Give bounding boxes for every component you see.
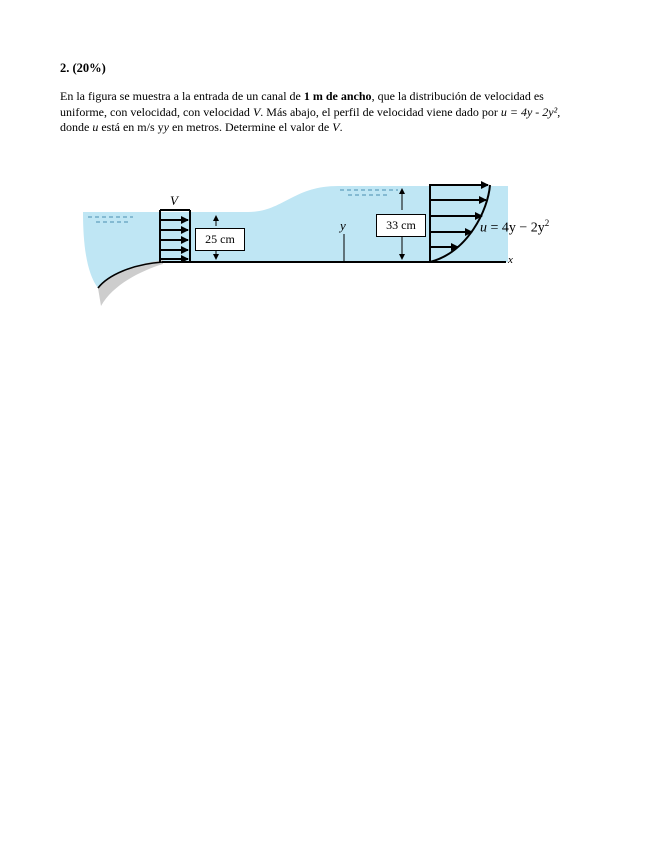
profile-equation-label: $u = 4y - 2y^2$ [480, 218, 550, 236]
statement-line-1: En la figura se muestra a la entrada de un canal de 1 m de ancho, que la distribución de velocidad es [60, 89, 544, 103]
velocity-profile-equation: u = 4y - 2y² [500, 104, 558, 119]
channel-figure [78, 180, 578, 315]
channel-width: 1 m de ancho [303, 89, 372, 103]
x-axis-label: x [508, 254, 513, 266]
problem-statement [60, 89, 595, 136]
channel-diagram [78, 180, 578, 315]
inlet-velocity-label: V [170, 193, 178, 208]
statement-line-3: donde u está en m/s yy en metros. Determine el valor de V. [60, 120, 343, 134]
outlet-depth-label: 33 cm [376, 214, 426, 237]
y-axis-label: y [340, 218, 346, 233]
water-region [83, 186, 508, 288]
inlet-depth-label: 25 cm [195, 228, 245, 251]
statement-line-2: uniforme, con velocidad, con velocidad V. Más abajo, el perfil de velocidad viene dado por u = 4y - 2y², [60, 104, 561, 119]
problem-heading: 2. (20%) [60, 61, 106, 75]
